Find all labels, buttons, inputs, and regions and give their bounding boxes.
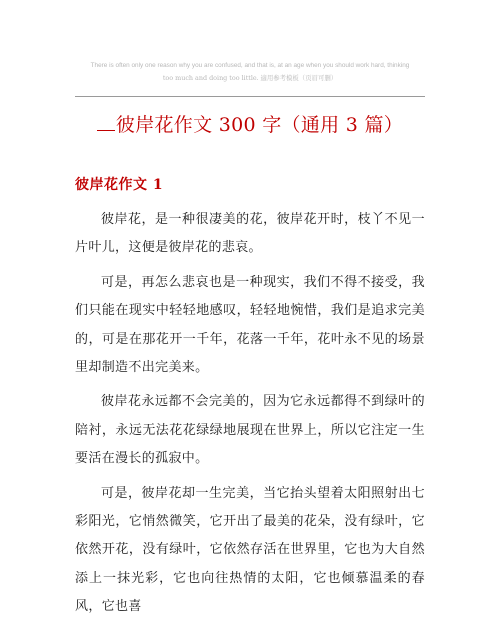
paragraph: 彼岸花永远都不会完美的，因为它永远都得不到绿叶的陪衬，永远无法花花绿绿地展现在世界上，所以它注定一生要活在漫长的孤寂中。 <box>75 394 425 467</box>
paragraph: 可是，彼岸花却一生完美，当它抬头望着太阳照射出七彩阳光，它悄然微笑，它开出了最美的花朵，没有绿叶，它依然开花，没有绿叶，它依然存活在世界里，它也为大自然添上一抹光彩，它也向往热情的太阳，它也倾慕温柔的春风，它也喜 <box>75 485 425 615</box>
section-heading: 彼岸花作文 1 <box>75 177 164 193</box>
title-text: 彼岸花作文 300 字（通用 3 篇） <box>115 114 404 136</box>
paragraph: 彼岸花，是一种很凄美的花，彼岸花开时，枝丫不见一片叶儿，这便是彼岸花的悲哀。 <box>75 212 425 256</box>
header-divider <box>75 96 425 97</box>
title-blank-underline <box>97 112 115 131</box>
header-line-2-en: too much and doing too little. <box>162 74 259 82</box>
header-line-2 <box>60 72 440 85</box>
page-header <box>60 60 440 85</box>
document-body <box>75 206 425 628</box>
paragraph: 可是，再怎么悲哀也是一种现实，我们不得不接受，我们只能在现实中轻轻地感叹，轻轻地惋惜，我们是追求完美的，可是在那花开一千年，花落一千年，花叶永不见的场景里却制造不出完美来。 <box>75 274 425 376</box>
header-line-1: There is often only one reason why you are confused, and that is, at an age when you should work hard, thinking <box>90 62 410 69</box>
header-line-2-cn: 適用参考模板（页眉可删） <box>260 74 338 82</box>
document-title <box>0 112 500 138</box>
